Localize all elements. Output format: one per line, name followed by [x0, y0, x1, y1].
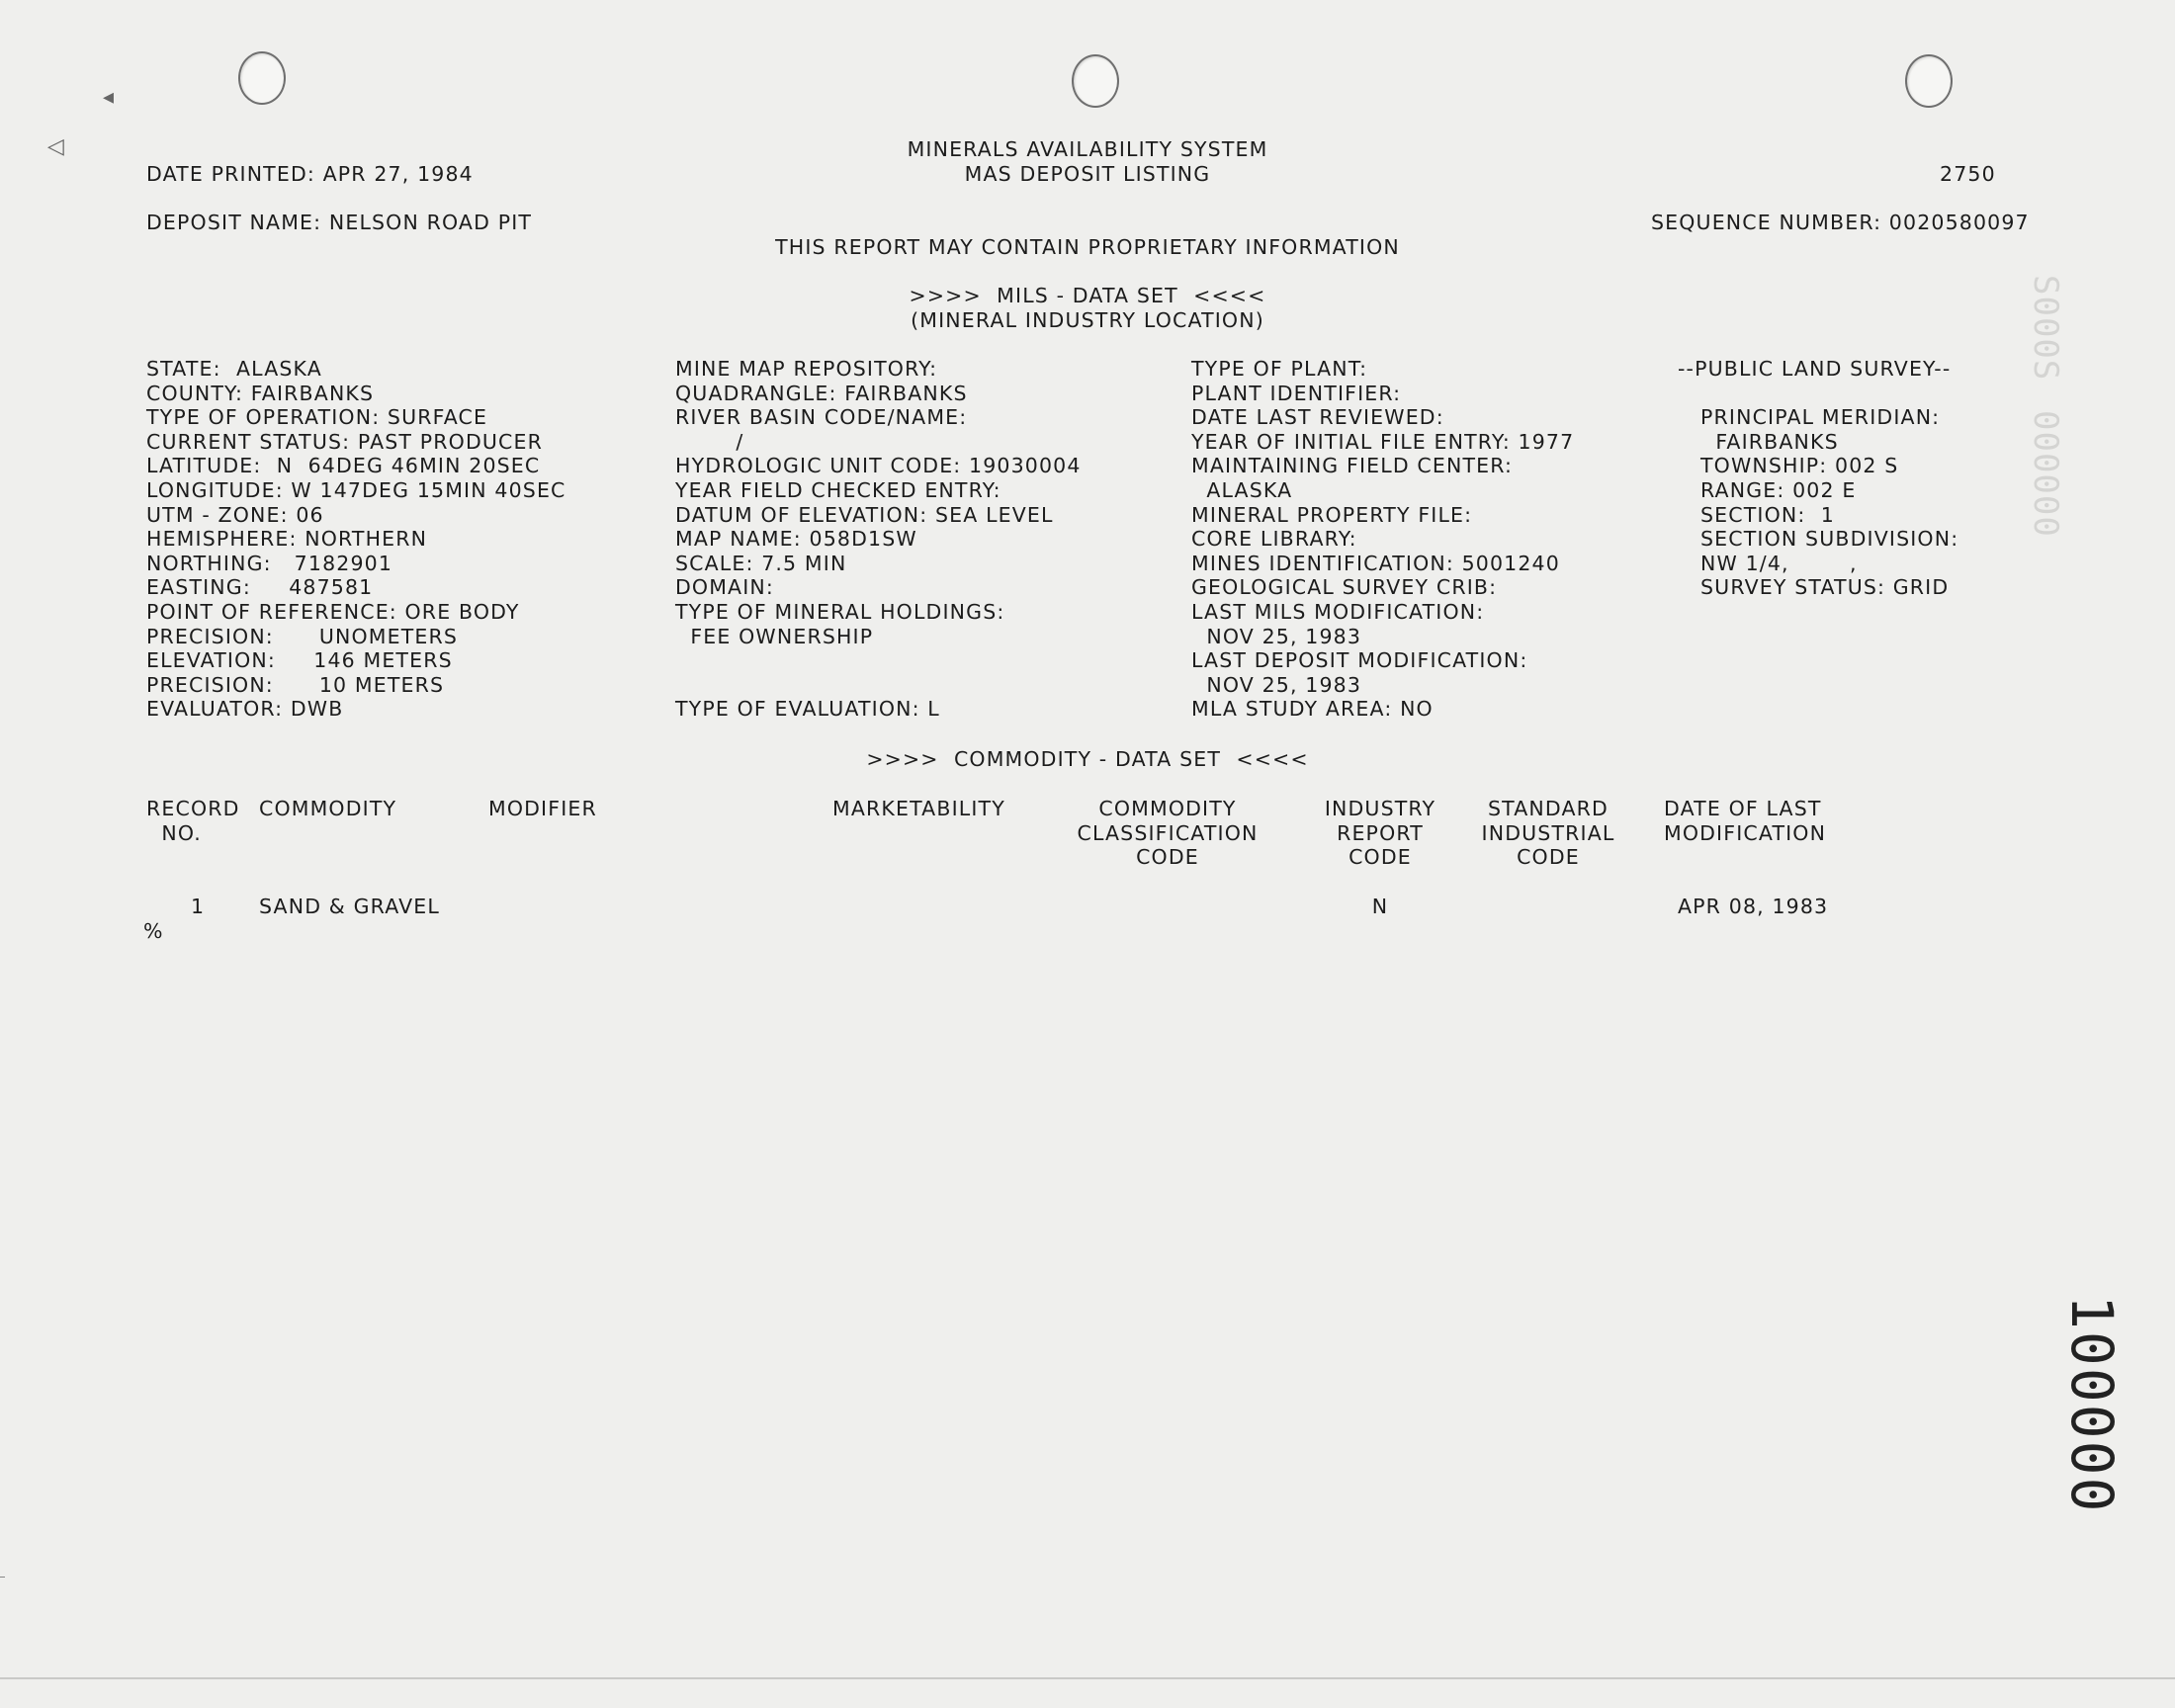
mils-field: SECTION SUBDIVISION: [1678, 527, 1959, 552]
mils-field: RANGE: 002 E [1678, 478, 1857, 502]
mils-field: EASTING: 487581 [146, 575, 374, 600]
commodity-heading: >>>> COMMODITY - DATA SET <<<< [866, 747, 1309, 771]
mils-field: / [675, 429, 744, 454]
frame-number-stamp: 100000 [2058, 1295, 2126, 1514]
mils-subheading: (MINERAL INDUSTRY LOCATION) [911, 308, 1264, 332]
mils-field: SCALE: 7.5 MIN [675, 551, 847, 575]
mils-field: MAP NAME: 058D1SW [675, 527, 917, 552]
mils-field: EVALUATOR: DWB [146, 697, 344, 722]
mils-field: FEE OWNERSHIP [675, 624, 874, 648]
page-edge-mark [0, 1577, 5, 1578]
punch-hole-right [1905, 54, 1953, 108]
row-industry-code: N [1371, 895, 1389, 918]
row-record: 1 [191, 895, 206, 918]
mils-field: ALASKA [1191, 478, 1293, 502]
mils-field: ELEVATION: 146 METERS [146, 648, 453, 673]
mils-field: HYDROLOGIC UNIT CODE: 19030004 [675, 454, 1082, 478]
mils-field: NORTHING: 7182901 [146, 551, 393, 575]
deposit-name: DEPOSIT NAME: NELSON ROAD PIT [146, 211, 533, 234]
mils-field: TYPE OF MINERAL HOLDINGS: [675, 600, 1005, 624]
proprietary-notice: THIS REPORT MAY CONTAIN PROPRIETARY INFORMATION [775, 235, 1400, 259]
mils-field: TYPE OF PLANT: [1191, 357, 1368, 381]
date-printed: DATE PRINTED: APR 27, 1984 [146, 162, 474, 186]
col-header-sic: STANDARD INDUSTRIAL CODE [1481, 797, 1615, 870]
mils-field: FAIRBANKS [1678, 429, 1839, 454]
mils-field: HEMISPHERE: NORTHERN [146, 527, 428, 552]
mils-field: MINERAL PROPERTY FILE: [1191, 502, 1473, 527]
ghost-stamp: 000000 [2026, 410, 2065, 538]
mils-field: PLANT IDENTIFIER: [1191, 381, 1402, 405]
col-header-commodity: COMMODITY [259, 797, 397, 820]
col-header-modifier: MODIFIER [488, 797, 597, 820]
scan-mark: ◂ [103, 85, 115, 110]
mils-field: LAST MILS MODIFICATION: [1191, 600, 1485, 624]
mils-field: --PUBLIC LAND SURVEY-- [1678, 357, 1952, 381]
end-marker: % [143, 919, 164, 943]
mils-field: QUADRANGLE: FAIRBANKS [675, 381, 968, 405]
col-header-classification: COMMODITY CLASSIFICATION CODE [1077, 797, 1259, 870]
mils-field: DATUM OF ELEVATION: SEA LEVEL [675, 502, 1054, 527]
row-date: APR 08, 1983 [1678, 895, 1829, 918]
mils-field: MAINTAINING FIELD CENTER: [1191, 454, 1514, 478]
mils-field: GEOLOGICAL SURVEY CRIB: [1191, 575, 1498, 600]
mils-field: SURVEY STATUS: GRID [1678, 575, 1950, 600]
ghost-stamp: S000S [2026, 275, 2065, 382]
col-header-record: RECORD NO. [146, 797, 240, 845]
mils-field: RIVER BASIN CODE/NAME: [675, 405, 968, 430]
mils-field: PRECISION: UNOMETERS [146, 624, 459, 648]
mils-field: PRECISION: 10 METERS [146, 672, 445, 697]
mils-field: YEAR OF INITIAL FILE ENTRY: 1977 [1191, 429, 1575, 454]
mils-field: TOWNSHIP: 002 S [1678, 454, 1899, 478]
punch-hole-center [1072, 54, 1119, 108]
mils-field: CORE LIBRARY: [1191, 527, 1357, 552]
mils-field: LATITUDE: N 64DEG 46MIN 20SEC [146, 454, 541, 478]
sequence-number: SEQUENCE NUMBER: 0020580097 [1651, 211, 2030, 234]
mils-field: DOMAIN: [675, 575, 774, 600]
mils-field: PRINCIPAL MERIDIAN: [1678, 405, 1941, 430]
mils-field: POINT OF REFERENCE: ORE BODY [146, 600, 520, 624]
mils-field: YEAR FIELD CHECKED ENTRY: [675, 478, 1001, 502]
row-commodity: SAND & GRAVEL [259, 895, 440, 918]
mils-field: LAST DEPOSIT MODIFICATION: [1191, 648, 1528, 673]
mils-field: COUNTY: FAIRBANKS [146, 381, 375, 405]
mils-field: SECTION: 1 [1678, 502, 1835, 527]
mils-field: NOV 25, 1983 [1191, 672, 1362, 697]
col-header-date: DATE OF LAST MODIFICATION [1664, 797, 1827, 845]
mils-field: MINE MAP REPOSITORY: [675, 357, 938, 381]
mils-field: MINES IDENTIFICATION: 5001240 [1191, 551, 1560, 575]
mils-heading: >>>> MILS - DATA SET <<<< [909, 284, 1266, 307]
mils-field: NW 1/4, , [1678, 551, 1858, 575]
page-edge [0, 1677, 2175, 1679]
col-header-industry: INDUSTRY REPORT CODE [1324, 797, 1436, 870]
listing-title: MAS DEPOSIT LISTING [964, 162, 1211, 186]
scan-mark: ◁ [47, 134, 64, 159]
mils-field: TYPE OF EVALUATION: L [675, 697, 940, 722]
mils-field: NOV 25, 1983 [1191, 624, 1362, 648]
mils-field: DATE LAST REVIEWED: [1191, 405, 1444, 430]
page-number: 2750 [1940, 162, 1996, 186]
mils-field: UTM - ZONE: 06 [146, 502, 324, 527]
mils-field: TYPE OF OPERATION: SURFACE [146, 405, 488, 430]
system-title: MINERALS AVAILABILITY SYSTEM [907, 137, 1268, 161]
mils-field: MLA STUDY AREA: NO [1191, 697, 1434, 722]
mils-field: CURRENT STATUS: PAST PRODUCER [146, 429, 543, 454]
col-header-marketability: MARKETABILITY [832, 797, 1005, 820]
punch-hole-left [238, 51, 286, 105]
mils-field: STATE: ALASKA [146, 357, 322, 381]
mils-field: LONGITUDE: W 147DEG 15MIN 40SEC [146, 478, 566, 502]
